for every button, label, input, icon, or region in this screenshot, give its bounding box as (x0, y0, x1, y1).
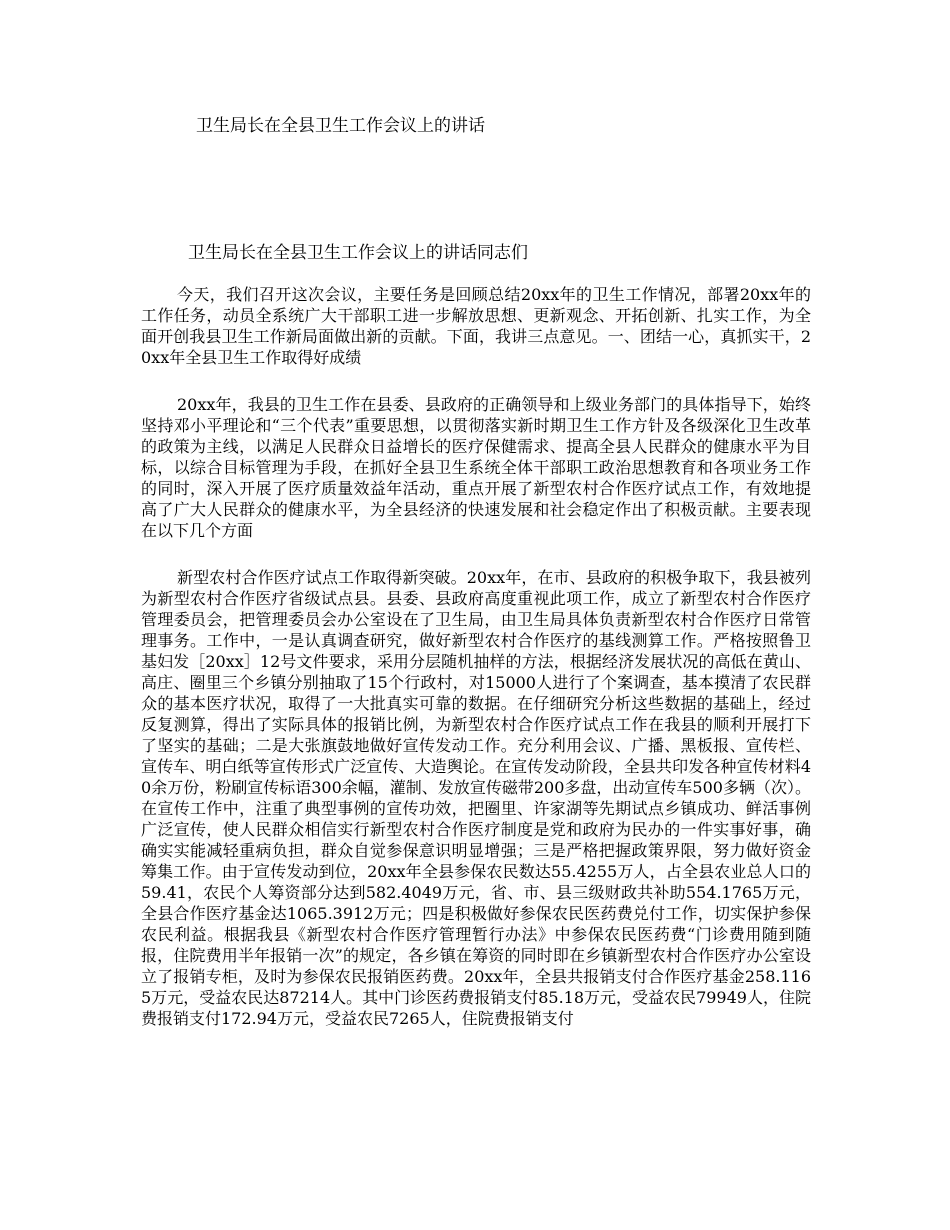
document-body (141, 284, 811, 1055)
document-title: 卫生局长在全县卫生工作会议上的讲话 (196, 116, 485, 136)
paragraph-intro: 今天，我们召开这次会议，主要任务是回顾总结20xx年的卫生工作情况，部署20xx年的工作任务，动员全系统广大干部职工进一步解放思想、更新观念、开拓创新、扎实工作，为全面开创我县卫生工作新局面做出新的贡献。下面，我讲三点意见。一、团结一心，真抓实干，20xx年全县卫生工作取得好成绩 (141, 285, 811, 367)
paragraph-cooperative-medical: 新型农村合作医疗试点工作取得新突破。20xx年，在市、县政府的积极争取下，我县被列为新型农村合作医疗省级试点县。县委、县政府高度重视此项工作，成立了新型农村合作医疗管理委员会，把管理委员会办公室设在了卫生局，由卫生局具体负责新型农村合作医疗日常管理事务。工作中，一是认真调查研究，做好新型农村合作医疗的基线测算工作。严格按照鲁卫基妇发［20xx］12号文件要求，采用分层随机抽样的方法，根据经济发展状况的高低在黄山、高庄、圈里三个乡镇分别抽取了15个行政村，对15000人进行了个案调查，基本摸清了农民群众的基本医疗状况，取得了一大批真实可靠的数据。在仔细研究分析这些数据的基础上，经过反复测算，得出了实际具体的报销比例，为新型农村合作医疗试点工作在我县的顺利开展打下了坚实的基础；二是大张旗鼓地做好宣传发动工作。充分利用会议、广播、黑板报、宣传栏、宣传车、明白纸等宣传形式广泛宣传、大造舆论。在宣传发动阶段，全县共印发各种宣传材料40余万份，粉刷宣传标语300余幅，灌制、发放宣传磁带200多盘，出动宣传车500多辆（次）。在宣传工作中，注重了典型事例的宣传功效，把圈里、许家湖等先期试点乡镇成功、鲜活事例广泛宣传，使人民群众相信实行新型农村合作医疗制度是党和政府为民办的一件实事好事，确确实实能减轻重病负担，群众自觉参保意识明显增强；三是严格把握政策界限，努力做好资金筹集工作。由于宣传发动到位，20xx年全县参保农民数达55.4255万人，占全县农业总人口的59.41，农民个人筹资部分达到582.4049万元，省、市、县三级财政共补助554.1765万元，全县合作医疗基金达1065.3912万元；四是积极做好参保农民医药费兑付工作，切实保护参保农民利益。根据我县《新型农村合作医疗管理暂行办法》中参保农民医药费“门诊费用随到随报，住院费用半年报销一次”的规定，各乡镇在筹资的同时即在乡镇新型农村合作医疗办公室设立了报销专柜，及时为参保农民报销医药费。20xx年，全县共报销支付合作医疗基金258.1165万元，受益农民达87214人。其中门诊医药费报销支付85.18万元，受益农民79949人，住院费报销支付172.94万元，受益农民7265人，住院费报销支付 (141, 568, 811, 1028)
speech-heading: 卫生局长在全县卫生工作会议上的讲话同志们 (188, 243, 528, 263)
paragraph-summary: 20xx年，我县的卫生工作在县委、县政府的正确领导和上级业务部门的具体指导下，始终坚持邓小平理论和“三个代表”重要思想，以贯彻落实新时期卫生工作方针及各级深化卫生改革的政策为主线，以满足人民群众日益增长的医疗保健需求、提高全县人民群众的健康水平为目标，以综合目标管理为手段，在抓好全县卫生系统全体干部职工政治思想教育和各项业务工作的同时，深入开展了医疗质量效益年活动，重点开展了新型农村合作医疗试点工作，有效地提高了广大人民群众的健康水平，为全县经济的快速发展和社会稳定作出了积极贡献。主要表现在以下几个方面 (141, 395, 811, 540)
